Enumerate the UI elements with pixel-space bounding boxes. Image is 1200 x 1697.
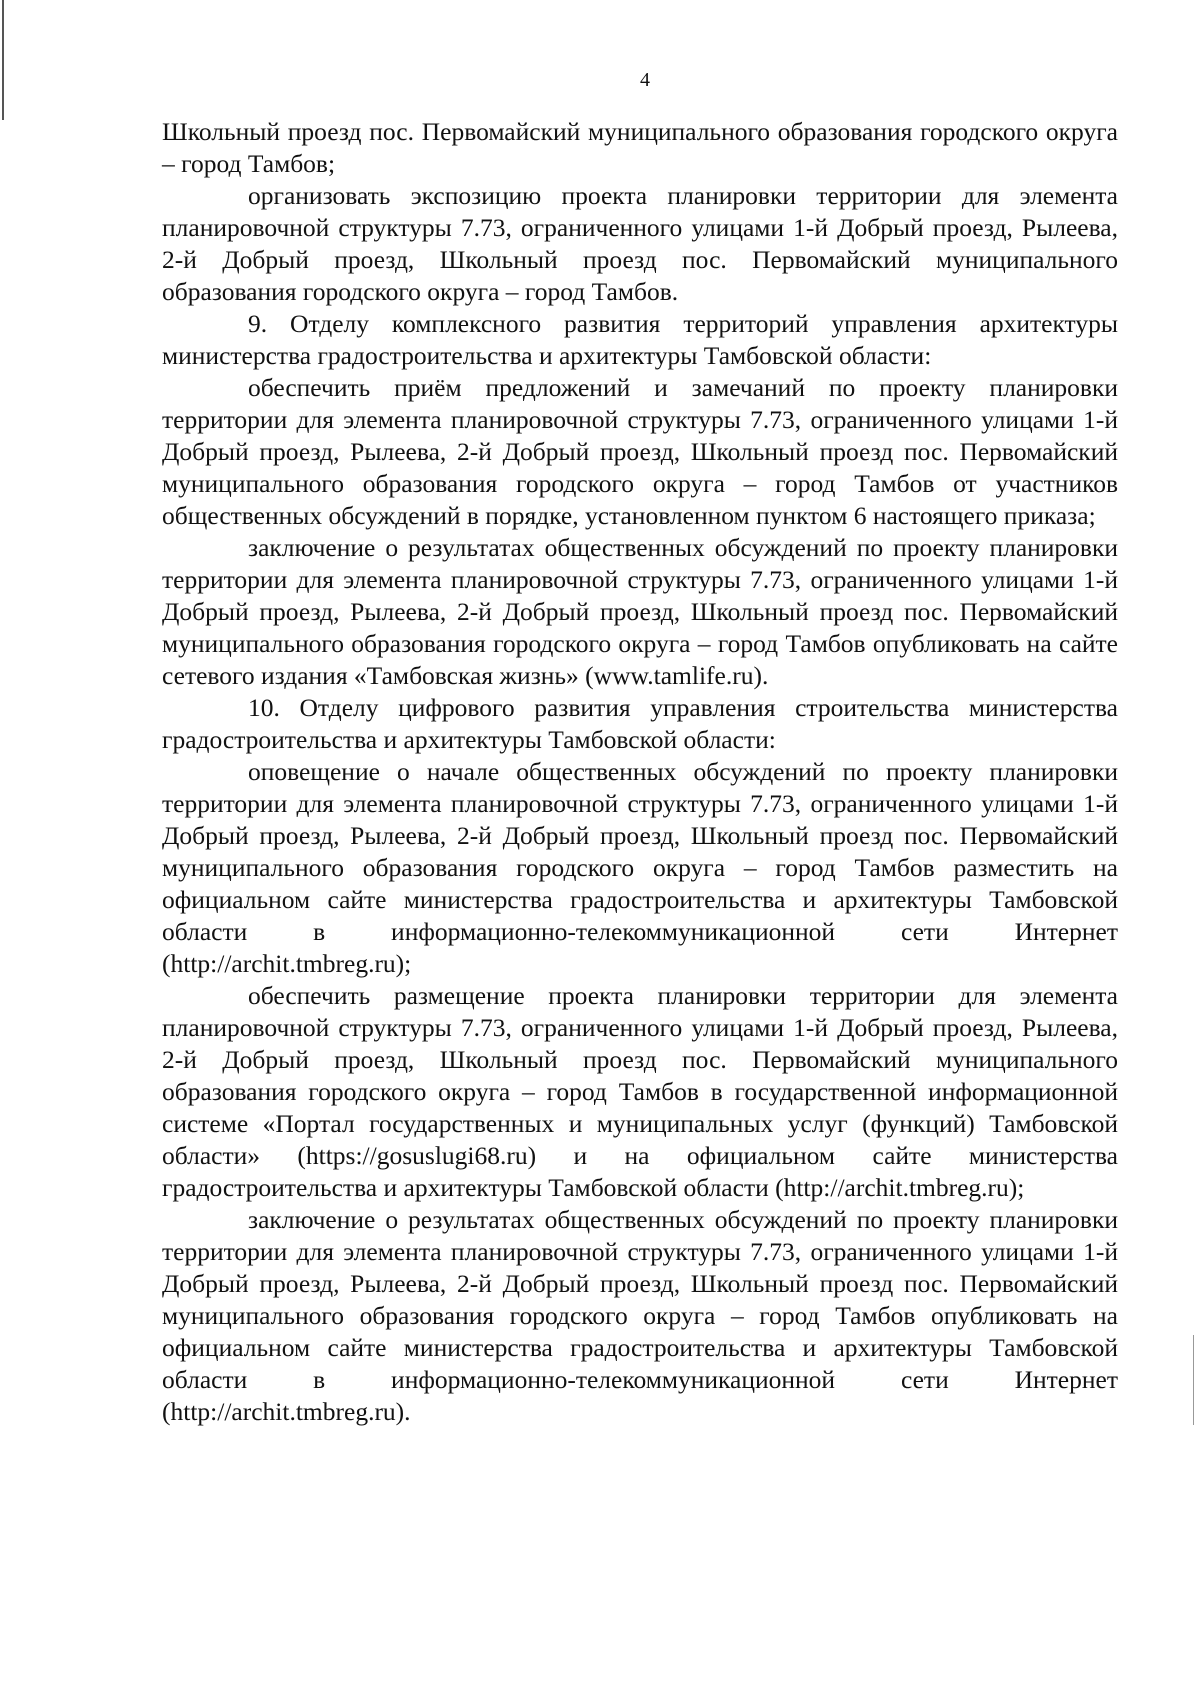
paragraph-item-9: 9. Отделу комплексного развития территорий управления архитектуры министерства градостроительства и архитектуры Тамбовской области:: [162, 309, 1118, 370]
scan-edge-mark-right: [1193, 1335, 1194, 1425]
paragraph-conclusion-tamlife: заключение о результатах общественных обсуждений по проекту планировки территории для элемента планировочной структуры 7.73, ограниченного улицами 1-й Добрый проезд, Рылеева, 2-й Добрый проезд, Школьный проезд пос. Первомайский муниципального образования городского округа – город Тамбов опубликовать на сайте сетевого издания «Тамбовская жизнь» (www.tamlife.ru).: [162, 533, 1118, 690]
paragraph-continuation: Школьный проезд пос. Первомайский муниципального образования городского округа – город Тамбов;: [162, 117, 1118, 178]
paragraph-placement: обеспечить размещение проекта планировки территории для элемента планировочной структуры 7.73, ограниченного улицами 1-й Добрый проезд, Рылеева, 2-й Добрый проезд, Школьный проезд пос. Первомайский муниципального образования городского округа – город Тамбов в государственной информационной системе «Портал государственных и муниципальных услуг (функций) Тамбовской области» (https://gosuslugi68.ru) и на официальном сайте министерства градостроительства и архитектуры Тамбовской области (http://archit.tmbreg.ru);: [162, 981, 1118, 1202]
paragraph-organize-exposition: организовать экспозицию проекта планировки территории для элемента планировочной структуры 7.73, ограниченного улицами 1-й Добрый проезд, Рылеева, 2-й Добрый проезд, Школьный проезд пос. Первомайский муниципального образования городского округа – город Тамбов.: [162, 181, 1118, 306]
document-body: [162, 116, 1118, 1428]
scan-edge-mark-left: [2, 0, 4, 120]
paragraph-conclusion-ministry: заключение о результатах общественных обсуждений по проекту планировки территории для элемента планировочной структуры 7.73, ограниченного улицами 1-й Добрый проезд, Рылеева, 2-й Добрый проезд, Школьный проезд пос. Первомайский муниципального образования городского округа – город Тамбов опубликовать на официальном сайте министерства градостроительства и архитектуры Тамбовской области в информационно-телекоммуникационной сети Интернет (http://archit.tmbreg.ru).: [162, 1205, 1118, 1426]
page-number: 4: [640, 69, 650, 91]
paragraph-item-10: 10. Отделу цифрового развития управления строительства министерства градостроительства и архитектуры Тамбовской области:: [162, 693, 1118, 754]
paragraph-accept-proposals: обеспечить приём предложений и замечаний по проекту планировки территории для элемента планировочной структуры 7.73, ограниченного улицами 1-й Добрый проезд, Рылеева, 2-й Добрый проезд, Школьный проезд пос. Первомайский муниципального образования городского округа – город Тамбов от участников общественных обсуждений в порядке, установленном пунктом 6 настоящего приказа;: [162, 373, 1118, 530]
paragraph-notification: оповещение о начале общественных обсуждений по проекту планировки территории для элемента планировочной структуры 7.73, ограниченного улицами 1-й Добрый проезд, Рылеева, 2-й Добрый проезд, Школьный проезд пос. Первомайский муниципального образования городского округа – город Тамбов разместить на официальном сайте министерства градостроительства и архитектуры Тамбовской области в информационно-телекоммуникационной сети Интернет (http://archit.tmbreg.ru);: [162, 757, 1118, 978]
